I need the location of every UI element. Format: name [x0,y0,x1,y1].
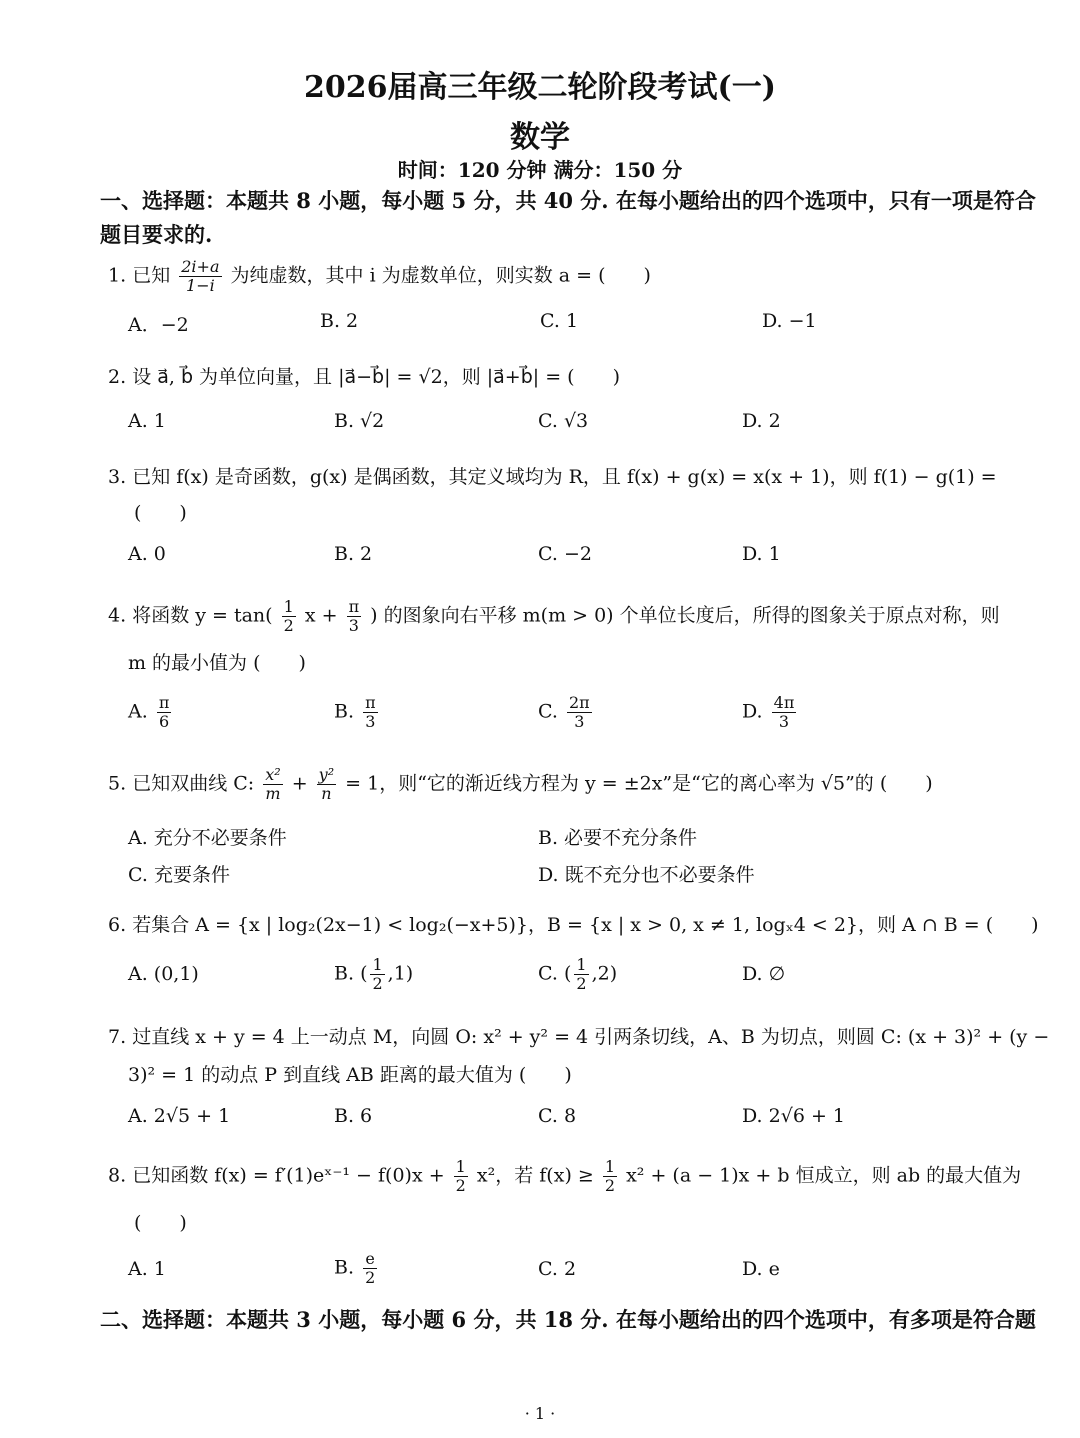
q8-f2-denominator: 2 [604,1176,616,1195]
question-4 [108,598,1000,635]
exam-title: 2026届高三年级二轮阶段考试(一) [304,70,776,105]
q4-option-c-label: C. [538,700,558,723]
q6-option-c [538,956,617,993]
q1-frac-denominator: 1−i [186,276,215,295]
q6-option-c-close: ,2) [591,962,618,985]
q1-option-d: D. −1 [762,310,817,332]
q7-option-c: C. 8 [538,1105,577,1127]
q2-option-d: D. 2 [742,410,781,432]
question-3 [108,462,997,492]
q4-option-c-numerator: 2π [568,693,590,712]
q4-option-d-fraction [772,694,797,731]
q4-option-b-numerator: π [365,693,376,712]
q7-option-d: D. 2√6 + 1 [742,1105,846,1127]
q4-option-a-denominator: 6 [158,712,170,731]
q8-option-c: C. 2 [538,1258,577,1280]
q3-number: 3. [108,466,127,488]
q1-text-pre: 已知 [132,264,171,287]
question-1 [108,258,651,295]
question-8 [108,1158,1021,1195]
q6-option-c-denominator: 2 [576,974,587,993]
q4-text-mid: x + [304,604,338,627]
question-6 [108,910,1039,940]
q5-plus: + [291,772,308,795]
q5-fraction-2 [317,766,336,803]
q1-number: 1. [108,264,127,287]
q1-frac-numerator: 2i+a [181,257,220,276]
q3-option-a: A. 0 [128,543,166,565]
q8-f1-numerator: 1 [455,1157,466,1176]
q8-number: 8. [108,1164,127,1187]
q4-option-a-label: A. [128,700,148,723]
q5-f1-numerator: x² [265,765,281,784]
q3-text-cont: ( ) [134,502,187,524]
q5-text-post: = 1，则“它的渐近线方程为 y = ±2x”是“它的离心率为 √5”的 ( ) [345,772,933,795]
q5-f2-denominator: n [321,784,332,803]
q4-f1-denominator: 2 [283,616,294,635]
q2-number: 2. [108,366,127,388]
section-2-heading: 二、选择题：本题共 3 小题，每小题 6 分，共 18 分. 在每小题给出的四个选项中，有多项是符合题 [100,1307,1036,1332]
q6-number: 6. [108,914,127,936]
q6-option-b-close: ,1) [387,962,414,985]
q6-option-b [334,956,413,993]
q4-text-pre: 将函数 y = tan( [132,604,273,627]
q4-option-b [334,694,381,731]
q5-option-b: B. 必要不充分条件 [538,827,698,849]
q4-option-b-fraction [363,694,378,731]
q4-option-d [742,694,799,731]
q6-option-c-label: C. [538,962,558,985]
q8-text-cont: ( ) [134,1212,187,1234]
section-1-heading-cont: 题目要求的. [100,222,213,247]
q8-option-b [334,1250,380,1287]
q1-option-a: A．−2 [128,314,189,336]
q5-option-c: C. 充要条件 [128,864,230,886]
q1-fraction [179,258,221,295]
q6-option-a: A. (0,1) [128,963,199,985]
q5-option-d: D. 既不充分也不必要条件 [538,864,755,886]
page-number: · 1 · [524,1404,556,1423]
question-5 [108,766,933,803]
q4-option-b-denominator: 3 [365,712,376,731]
q4-option-b-label: B. [334,700,355,723]
section-1-heading: 一、选择题：本题共 8 小题，每小题 5 分，共 40 分. 在每小题给出的四个选项中，只有一项是符合 [100,188,1036,213]
q4-f1-numerator: 1 [283,597,294,616]
q6-option-c-open: ( [563,962,572,985]
exam-subject: 数学 [510,120,570,155]
q8-option-d: D. e [742,1258,780,1280]
q7-text-cont: 3)² = 1 的动点 P 到直线 AB 距离的最大值为 ( ) [128,1064,572,1086]
q4-option-a [128,694,174,731]
q8-option-b-numerator: e [365,1249,375,1268]
q8-text-mid: x²，若 f(x) ≥ [476,1164,594,1187]
q3-text: 已知 f(x) 是奇函数，g(x) 是偶函数，其定义域均为 R，且 f(x) + g(x) = x(x + 1)，则 f(1) − g(1) = [132,466,997,488]
q3-option-b: B. 2 [334,543,373,565]
q8-option-b-fraction [363,1250,377,1287]
q2-text: 设 a⃗, b⃗ 为单位向量，且 |a⃗−b⃗| = √2，则 |a⃗+b⃗| = ( ) [132,366,621,388]
q5-option-a: A. 充分不必要条件 [128,827,287,849]
q8-f2-numerator: 1 [604,1157,616,1176]
q5-fraction-1 [263,766,282,803]
q4-option-c-fraction [567,694,592,731]
question-7 [108,1022,1049,1052]
q6-option-c-fraction [574,956,588,993]
q7-option-a: A. 2√5 + 1 [128,1105,231,1127]
q1-option-b: B. 2 [320,310,359,332]
q2-option-b: B. √2 [334,410,385,432]
q6-option-b-numerator: 1 [372,955,383,974]
q4-fraction-1 [282,598,296,635]
q4-fraction-2 [347,598,362,635]
q8-option-b-denominator: 2 [365,1268,376,1287]
q4-text-post: ) 的图象向右平移 m(m > 0) 个单位长度后，所得的图象关于原点对称，则 [370,604,1000,627]
q6-option-d: D. ∅ [742,963,786,985]
q8-option-a: A. 1 [128,1258,166,1280]
q5-f1-denominator: m [265,784,281,803]
q3-option-d: D. 1 [742,543,781,565]
exam-time-info: 时间：120 分钟 满分：150 分 [397,158,683,182]
q6-option-b-fraction [370,956,384,993]
q8-option-b-label: B. [334,1256,355,1279]
q5-text-pre: 已知双曲线 C: [132,772,255,795]
q6-option-b-denominator: 2 [372,974,383,993]
q5-number: 5. [108,772,127,795]
q8-f1-denominator: 2 [455,1176,466,1195]
q5-f2-numerator: y² [318,765,335,784]
q6-option-c-numerator: 1 [576,955,587,974]
q4-option-d-label: D. [742,700,763,723]
q8-text-pre: 已知函数 f(x) = f′(1)eˣ⁻¹ − f(0)x + [132,1164,445,1187]
q4-option-c [538,694,595,731]
q8-fraction-2 [603,1158,617,1195]
q4-option-d-numerator: 4π [773,693,795,712]
q4-option-c-denominator: 3 [574,712,585,731]
q1-option-c: C. 1 [540,310,579,332]
q4-option-a-fraction [157,694,172,731]
q4-f2-denominator: 3 [348,616,359,635]
question-2 [108,362,620,392]
q6-option-b-label: B. [334,962,355,985]
q2-option-a: A. 1 [128,410,166,432]
q1-text-post: 为纯虚数，其中 i 为虚数单位，则实数 a = ( ) [230,264,651,287]
q8-fraction-1 [454,1158,468,1195]
q4-text-cont: m 的最小值为 ( ) [128,652,306,674]
q6-text: 若集合 A = {x | log₂(2x−1) < log₂(−x+5)}，B = {x | x > 0, x ≠ 1, logₓ4 < 2}，则 A ∩ B = ( ) [132,914,1039,936]
q4-option-a-numerator: π [158,693,170,712]
q6-option-b-open: ( [360,962,368,985]
q4-f2-numerator: π [348,597,360,616]
q2-option-c: C. √3 [538,410,589,432]
q7-option-b: B. 6 [334,1105,373,1127]
q3-option-c: C. −2 [538,543,592,565]
q8-text-post: x² + (a − 1)x + b 恒成立，则 ab 的最大值为 [626,1164,1022,1187]
q4-number: 4. [108,604,127,627]
q4-option-d-denominator: 3 [778,712,790,731]
q7-number: 7. [108,1026,127,1048]
q7-text: 过直线 x + y = 4 上一动点 M，向圆 O: x² + y² = 4 引两条切线，A、B 为切点，则圆 C: (x + 3)² + (y − [132,1026,1050,1048]
